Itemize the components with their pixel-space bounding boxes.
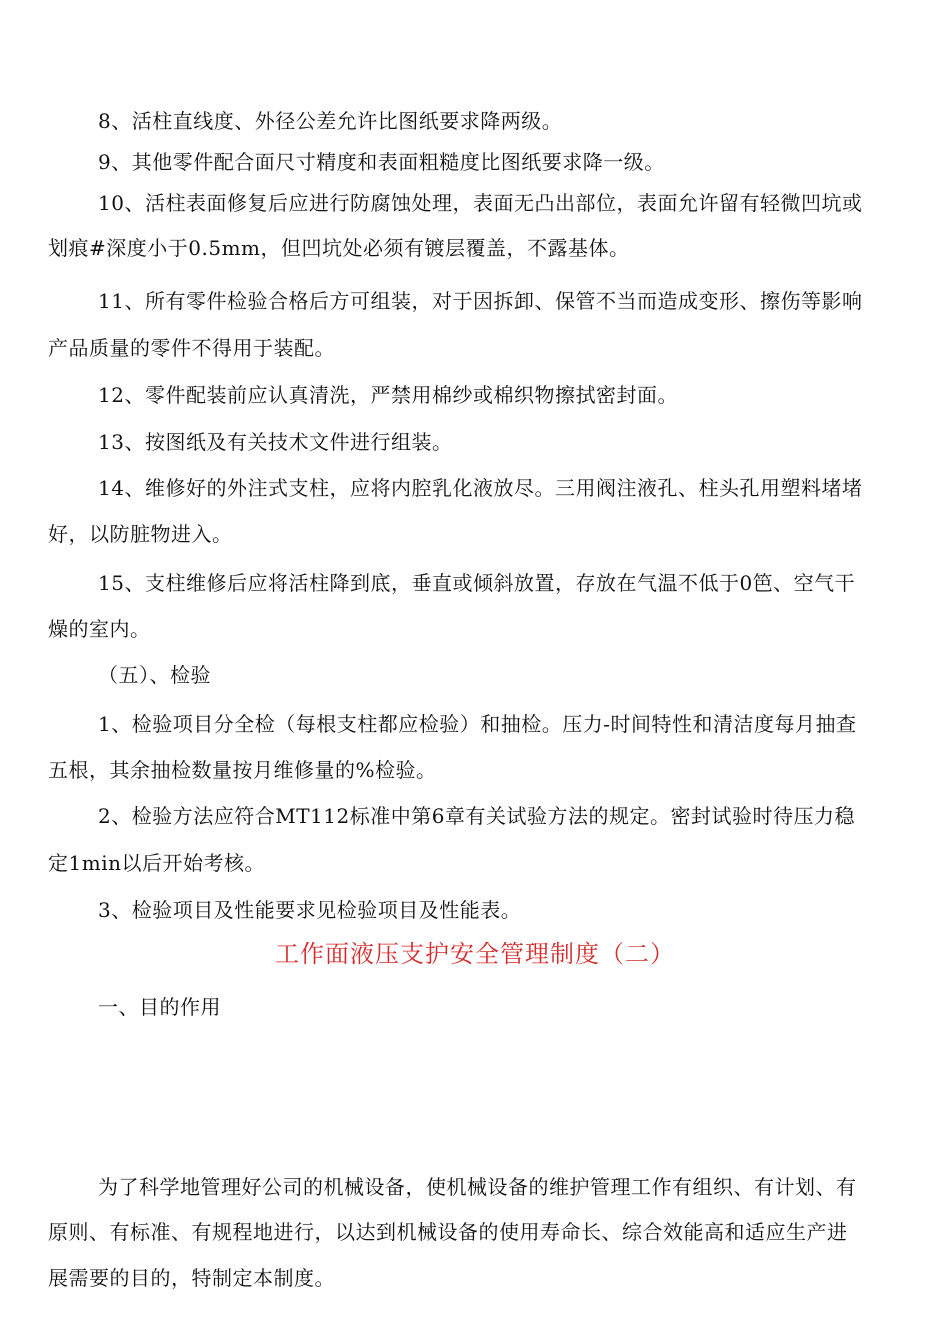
text-line: 13、按图纸及有关技术文件进行组装。: [98, 430, 453, 454]
text-line: 14、维修好的外注式支柱，应将内腔乳化液放尽。三用阀注液孔、柱头孔用塑料堵堵: [98, 476, 863, 500]
text-line: 为了科学地管理好公司的机械设备，使机械设备的维护管理工作有组织、有计划、有: [98, 1175, 857, 1199]
document-title: 工作面液压支护安全管理制度（二）: [275, 940, 675, 968]
text-line: 2、检验方法应符合MT112标准中第6章有关试验方法的规定。密封试验时待压力稳: [98, 804, 855, 828]
text-line: 10、活柱表面修复后应进行防腐蚀处理，表面无凸出部位，表面允许留有轻微凹坑或: [98, 191, 863, 215]
text-line: 9、其他零件配合面尺寸精度和表面粗糙度比图纸要求降一级。: [98, 150, 665, 174]
text-line: 1、检验项目分全检（每根支柱都应检验）和抽检。压力-时间特性和清洁度每月抽查: [98, 712, 857, 736]
text-line: 产品质量的零件不得用于装配。: [48, 336, 335, 360]
text-line: 11、所有零件检验合格后方可组装，对于因拆卸、保管不当而造成变形、擦伤等影响: [98, 289, 863, 313]
text-line: 定1min以后开始考核。: [48, 851, 265, 875]
text-line: 12、零件配装前应认真清洗，严禁用棉纱或棉织物擦拭密封面。: [98, 383, 678, 407]
text-line: 燥的室内。: [48, 617, 151, 641]
text-line: 五根，其余抽检数量按月维修量的%检验。: [48, 758, 437, 782]
text-line: 原则、有标准、有规程地进行，以达到机械设备的使用寿命长、综合效能高和适应生产进: [48, 1220, 848, 1244]
text-line: 15、支柱维修后应将活柱降到底，垂直或倾斜放置，存放在气温不低于0笆、空气干: [98, 571, 856, 595]
text-line: 划痕#深度小于0.5mm，但凹坑处必须有镀层覆盖，不露基体。: [48, 236, 630, 260]
text-line: 展需要的目的，特制定本制度。: [48, 1266, 335, 1290]
text-line: 好，以防脏物进入。: [48, 522, 233, 546]
text-line: 8、活柱直线度、外径公差允许比图纸要求降两级。: [98, 109, 563, 133]
section-heading: （五）、检验: [98, 663, 211, 687]
section-heading: 一、目的作用: [98, 995, 221, 1019]
text-line: 3、检验项目及性能要求见检验项目及性能表。: [98, 898, 522, 922]
